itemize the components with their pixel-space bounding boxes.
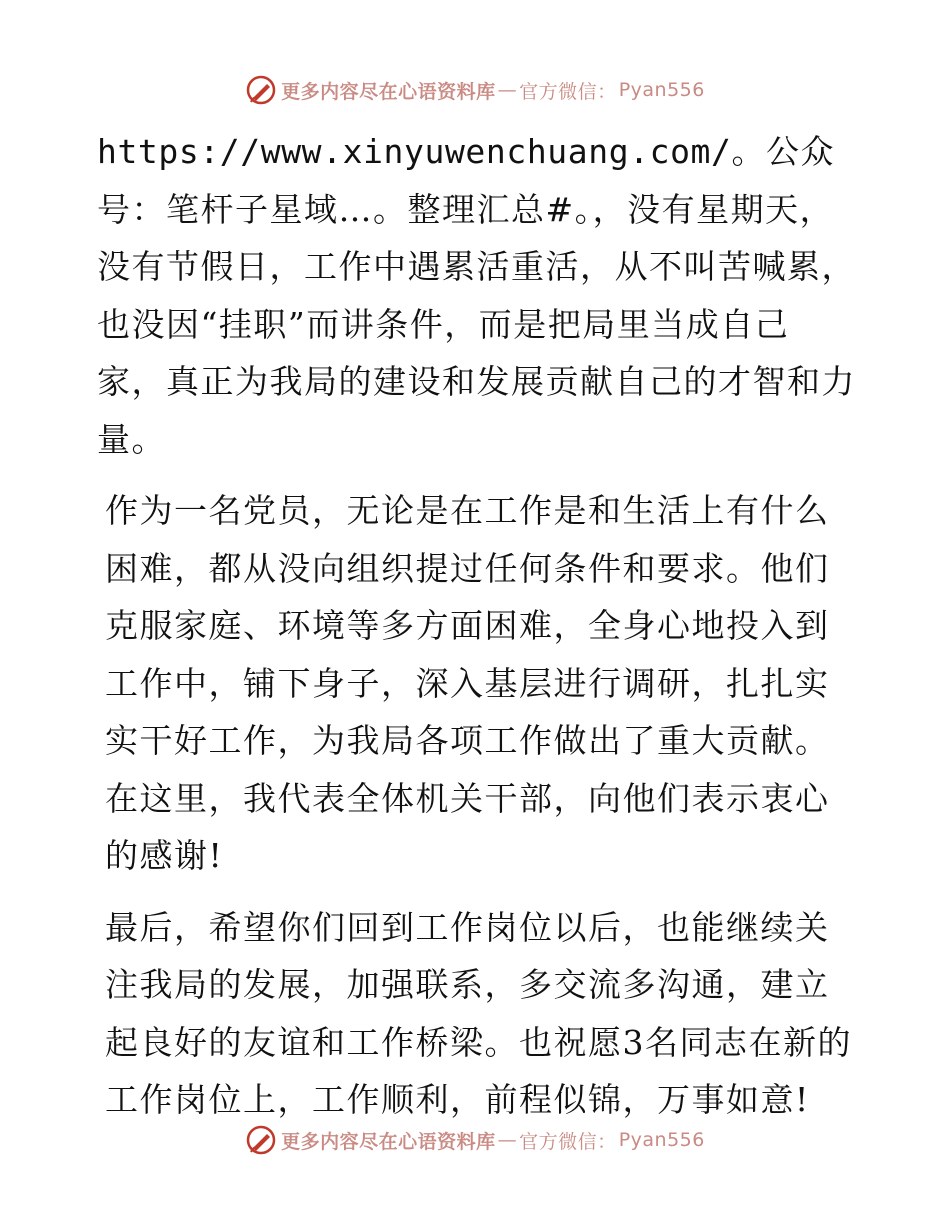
paragraph-1: [97, 123, 857, 468]
watermark-wechat-id: Pyan556: [618, 79, 705, 101]
footer-watermark: [0, 1120, 950, 1160]
paragraph-1-text: 。公众号：笔杆子星域…。整理汇总#。，没有星期天，没有节假日，工作中遇累活重活，从不叫苦喊累，也没因“挂职”而讲条件，而是把局里当成自己家，真正为我局的建设和发展贡献自己的才智和力量。: [97, 132, 856, 459]
pen-logo-icon: [245, 74, 277, 106]
watermark-dash: —: [497, 1129, 518, 1151]
watermark-sub-text: 官方微信：: [519, 80, 617, 103]
document-body: [97, 123, 857, 1143]
paragraph-3: 最后，希望你们回到工作岗位以后，也能继续关注我局的发展，加强联系，多交流多沟通，建立起良好的友谊和工作桥梁。也祝愿3名同志在新的工作岗位上，工作顺利，前程似锦，万事如意!: [105, 907, 852, 1119]
watermark-main-text: 更多内容尽在心语资料库: [281, 1130, 496, 1153]
paragraph-2: 作为一名党员，无论是在工作是和生活上有什么困难，都从没向组织提过任何条件和要求。他们克服家庭、环境等多方面困难，全身心地投入到工作中，铺下身子，深入基层进行调研，扎扎实实干好工作，为我局各项工作做出了重大贡献。在这里，我代表全体机关干部，向他们表示衷心的感谢!: [105, 491, 830, 875]
pen-logo-icon: [245, 1124, 277, 1156]
header-watermark: [0, 70, 950, 110]
watermark-wechat-id: Pyan556: [618, 1129, 705, 1151]
watermark-dash: —: [497, 79, 518, 101]
watermark-main-text: 更多内容尽在心语资料库: [281, 80, 496, 103]
watermark-sub-text: 官方微信：: [519, 1130, 617, 1153]
paragraph-1-url: https://www.xinyuwenchuang.com/: [97, 132, 732, 171]
